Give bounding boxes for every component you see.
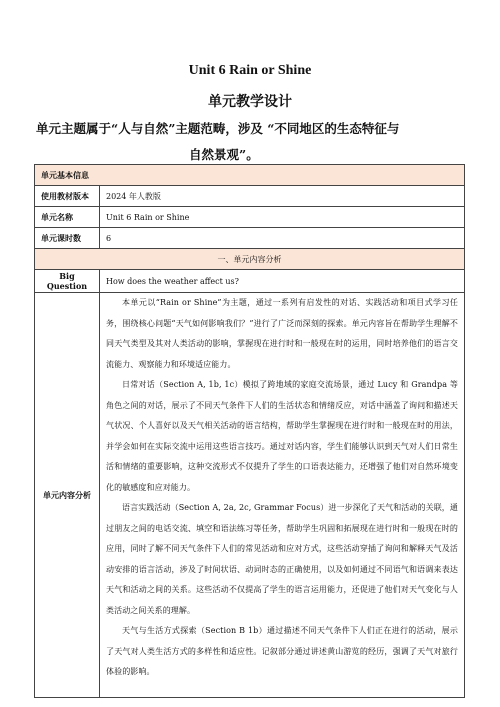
- theme-intro-line-2: 自然景观”。: [189, 147, 259, 162]
- big-question-row: [35, 270, 465, 293]
- basic-info-header: 单元基本信息: [35, 165, 465, 186]
- basic-info-header-row: [35, 165, 465, 186]
- table-row: [35, 207, 465, 228]
- unit-name-label: 单元名称: [35, 207, 100, 228]
- lesson-count-label: 单元课时数: [35, 228, 100, 249]
- analysis-paragraph: 语言实践活动（Section A, 2a, 2c, Grammar Focus）进一步深化了天气和活动的关联，通过朋友之间的电话交流、填空和语法练习等任务，帮助学生巩固和拓展现在进行时和一般现在时的应用，同时了解不同天气条件下人们的常见活动和应对方式，这些活动穿插了询问和解释天气及活动安排的语言活动，涉及了时间状语、动词时态的正确使用，以及如何通过不同语气和语调来表达天气和活动之间的关系。这些活动不仅提高了学生的语言运用能力，还促进了他们对天气变化与人类活动之间关系的理解。: [106, 503, 458, 615]
- unit-name-value: Unit 6 Rain or Shine: [100, 207, 465, 228]
- page-subtitle: 单元教学设计: [208, 94, 292, 110]
- textbook-version-value: 2024 年人教版: [100, 186, 465, 207]
- big-question-value: How does the weather affect us?: [100, 270, 465, 293]
- textbook-version-label: 使用教材版本: [35, 186, 100, 207]
- analysis-paragraph: 天气与生活方式探索（Section B 1b）通过描述不同天气条件下人们正在进行的活动，展示了天气对人类生活方式的多样性和适应性。记叙部分通过讲述黄山游览的经历，强调了天气对旅行体验的影响。: [106, 626, 458, 676]
- analysis-paragraph: 日常对话（Section A, 1b, 1c）模拟了跨地域的家庭交流场景，通过 Lucy 和 Grandpa 等角色之间的对话，展示了不同天气条件下人们的生活状态和情绪反应，对话中涵盖了询问和描述天气状况、个人喜好以及天气相关活动的语言结构，帮助学生掌握现在进行时和一般现在时的用法，并学会如何在实际交流中运用这些语言技巧。通过对话内容，学生们能够认识到天气对人们日常生活和情绪的重要影响，这种交流形式不仅提升了学生的口语表达能力，还增强了他们对自然环境变化的敏感度和应对能力。: [106, 380, 458, 492]
- section-title: 一、单元内容分析: [35, 249, 465, 270]
- unit-info-table: [34, 164, 465, 698]
- content-analysis-label: 单元内容分析: [35, 293, 100, 698]
- unit-title: Unit 6 Rain or Shine: [188, 63, 312, 78]
- big-question-label: Big Question: [35, 270, 100, 293]
- content-analysis-body: [100, 293, 465, 698]
- section-title-row: [35, 249, 465, 270]
- table-row: [35, 186, 465, 207]
- content-analysis-row: [35, 293, 465, 698]
- lesson-count-value: 6: [100, 228, 465, 249]
- theme-intro-line-1: 单元主题属于“人与自然”主题范畴，涉及 “不同地区的生态特征与: [36, 121, 400, 136]
- table-row: [35, 228, 465, 249]
- analysis-paragraph: 本单元以“Rain or Shine”为主题，通过一系列有启发性的对话、实践活动和项目式学习任务，围绕核心问题“天气如何影响我们？”进行了广泛而深刻的探索。单元内容旨在帮助学生理解不同天气类型及其对人类活动的影响，掌握现在进行时和一般现在时的运用，同时培养他们的语言交流能力、观察能力和环境适应能力。: [106, 298, 458, 369]
